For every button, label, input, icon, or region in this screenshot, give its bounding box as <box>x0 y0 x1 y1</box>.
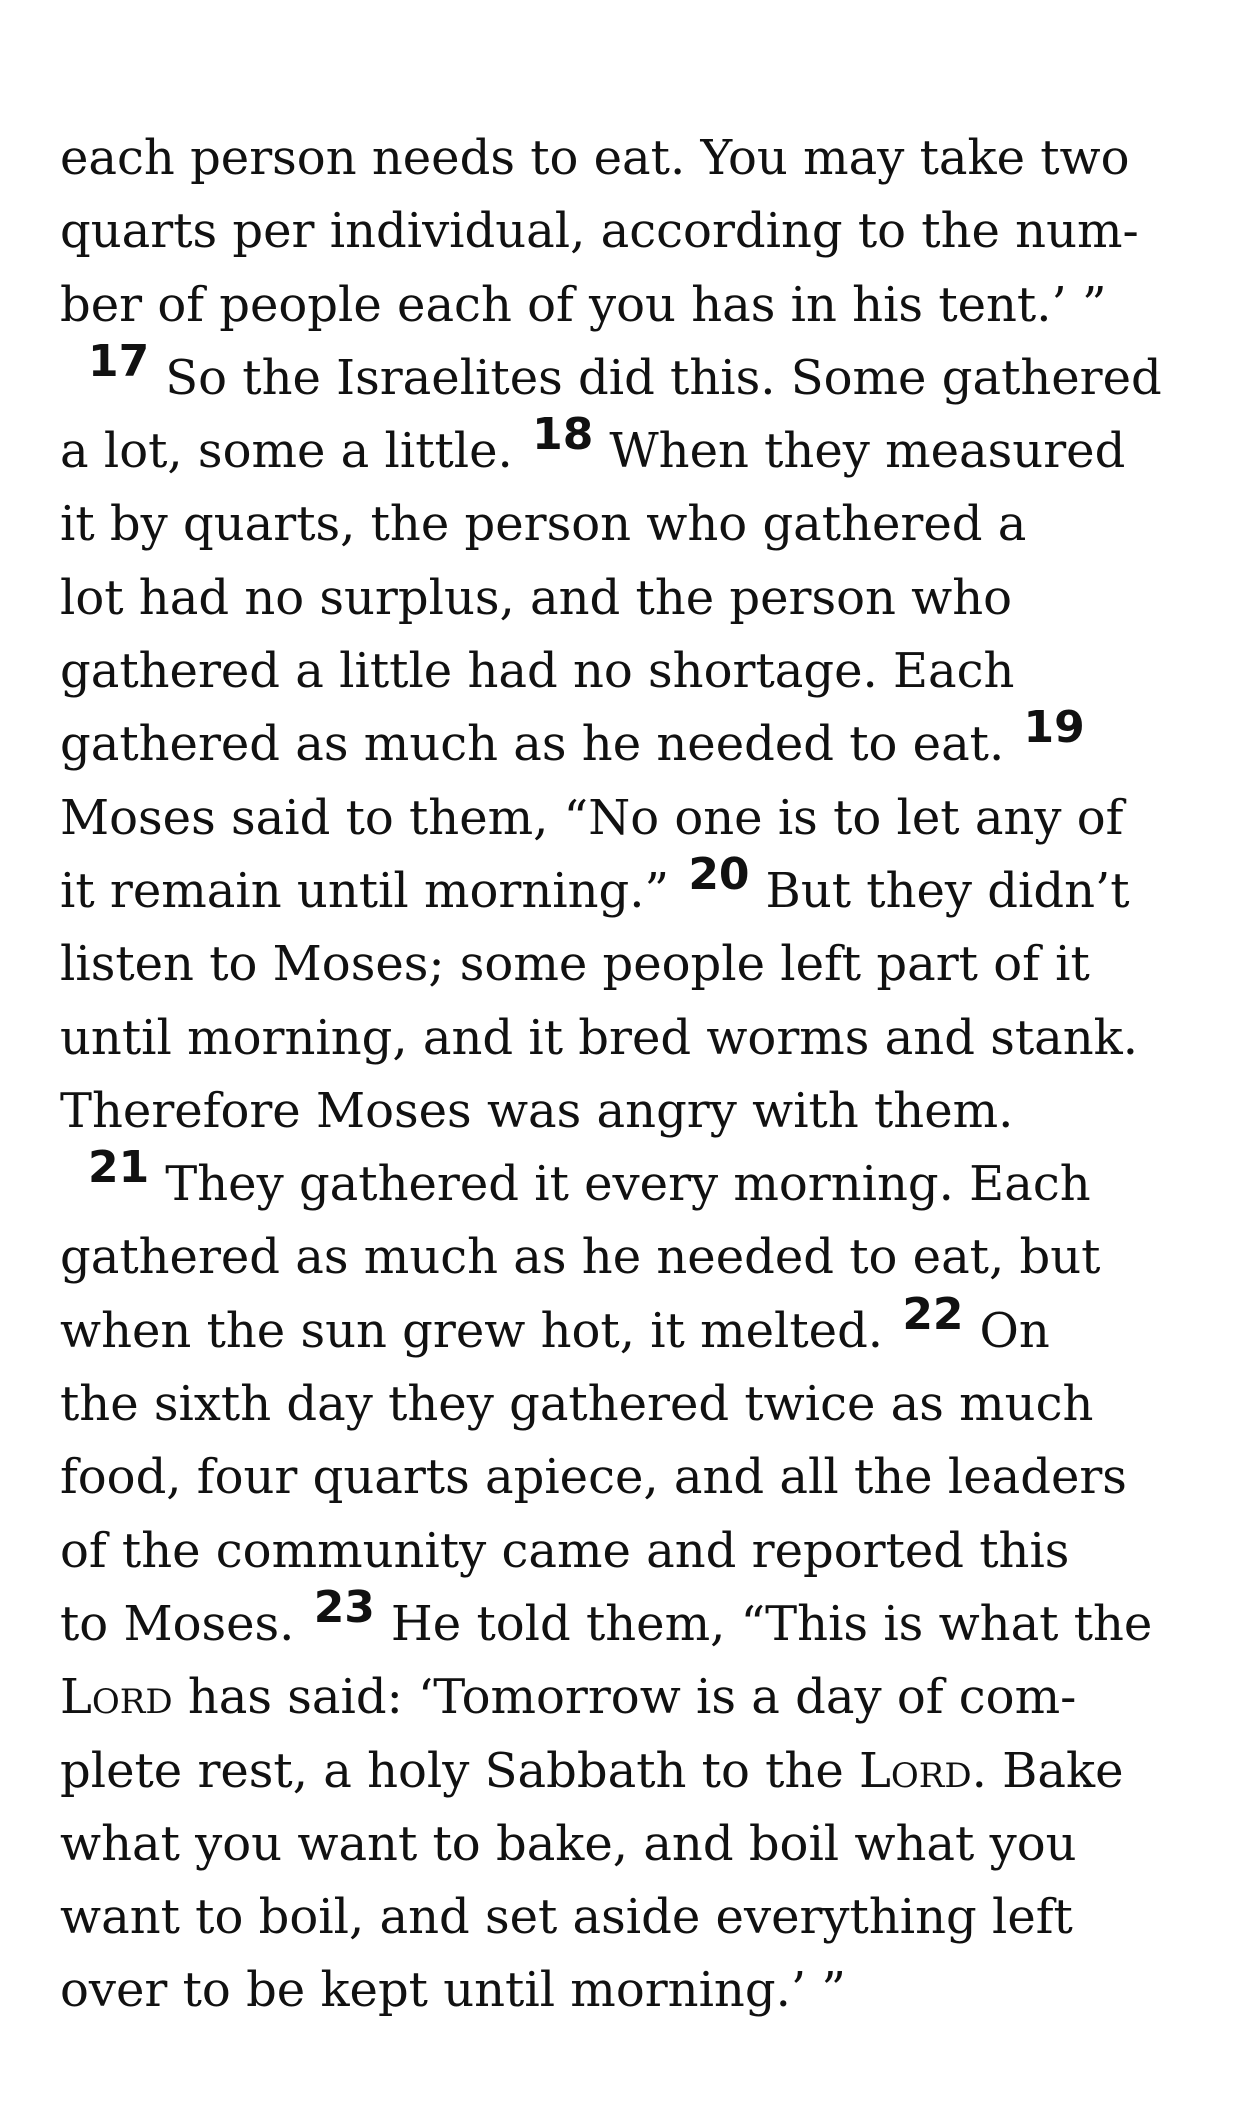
verse-text: When they measured <box>609 423 1126 480</box>
text-line <box>60 195 1200 268</box>
verse-number: 20 <box>688 848 750 900</box>
verse-text: listen to Moses; some people left part of it <box>60 936 1090 993</box>
text-line <box>60 1581 1200 1661</box>
verse-number: 22 <box>902 1288 964 1340</box>
text-line <box>60 1288 1200 1368</box>
verse-text: Therefore Moses was angry with them. <box>60 1082 1014 1139</box>
verse-text: a lot, some a little. <box>60 423 529 480</box>
verse-text: gathered as much as he needed to eat, but <box>60 1229 1101 1286</box>
verse-text: food, four quarts apiece, and all the leaders <box>60 1449 1127 1506</box>
verse-text: quarts per individual, according to the num- <box>60 203 1139 260</box>
verse-text: when the sun grew hot, it melted. <box>60 1302 899 1359</box>
verse-text: it remain until morning.” <box>60 862 685 919</box>
verse-number: 21 <box>88 1142 150 1194</box>
verse-text: . Bake <box>971 1742 1124 1799</box>
text-line <box>60 1881 1200 1954</box>
verse-text: of the community came and reported this <box>60 1522 1070 1579</box>
text-line <box>60 1075 1200 1148</box>
verse-text: lot had no surplus, and the person who <box>60 569 1013 626</box>
verse-number: 17 <box>88 335 150 387</box>
divine-name: Lord <box>60 1669 173 1726</box>
text-line <box>60 1368 1200 1441</box>
text-line <box>60 488 1200 561</box>
verse-text: has said: ‘Tomorrow is a day of com- <box>172 1669 1077 1726</box>
verse-text: Moses said to them, “No one is to let any of <box>60 789 1124 846</box>
verse-text: over to be kept until morning.’ ” <box>60 1962 846 2019</box>
verse-text: each person needs to eat. You may take two <box>60 130 1130 186</box>
text-line <box>60 122 1200 195</box>
text-line <box>60 269 1200 342</box>
verse-text: it by quarts, the person who gathered a <box>60 496 1027 553</box>
verse-text: the sixth day they gathered twice as much <box>60 1376 1094 1433</box>
text-line <box>60 1954 1200 2027</box>
verse-text: ber of people each of you has in his tent.’ ” <box>60 276 1107 333</box>
text-line <box>60 335 1200 415</box>
text-line <box>60 1142 1200 1221</box>
verse-number: 19 <box>1023 702 1085 754</box>
text-line <box>60 1735 1200 1808</box>
text-line <box>60 1002 1200 1075</box>
text-line <box>60 1441 1200 1514</box>
text-line <box>60 562 1200 635</box>
text-line <box>60 782 1200 855</box>
text-line <box>60 1515 1200 1588</box>
text-line <box>60 702 1200 781</box>
text-line <box>60 1661 1200 1734</box>
verse-text: plete rest, a holy Sabbath to the <box>60 1742 859 1799</box>
text-line <box>60 409 1200 488</box>
verse-number: 23 <box>313 1581 375 1633</box>
text-line <box>60 1221 1200 1294</box>
verse-text: want to boil, and set aside everything left <box>60 1889 1073 1946</box>
verse-text: what you want to bake, and boil what you <box>60 1815 1077 1872</box>
text-line <box>60 928 1200 1001</box>
text-line <box>60 848 1200 928</box>
verse-text: until morning, and it bred worms and stank. <box>60 1009 1138 1066</box>
verse-text: gathered as much as he needed to eat. <box>60 716 1020 773</box>
text-line <box>60 1808 1200 1881</box>
verse-number: 18 <box>532 409 594 461</box>
verse-text: to Moses. <box>60 1595 310 1652</box>
verse-text: gathered a little had no shortage. Each <box>60 643 1015 700</box>
verse-text: So the Israelites did this. Some gathered <box>165 349 1162 406</box>
verse-text: They gathered it every morning. Each <box>165 1156 1091 1213</box>
verse-text: He told them, “This is what the <box>390 1595 1153 1652</box>
divine-name: Lord <box>858 1742 972 1799</box>
verse-text: On <box>979 1302 1050 1359</box>
scripture-text <box>60 122 1200 2028</box>
text-line <box>60 635 1200 708</box>
verse-text: But they didn’t <box>765 862 1130 919</box>
